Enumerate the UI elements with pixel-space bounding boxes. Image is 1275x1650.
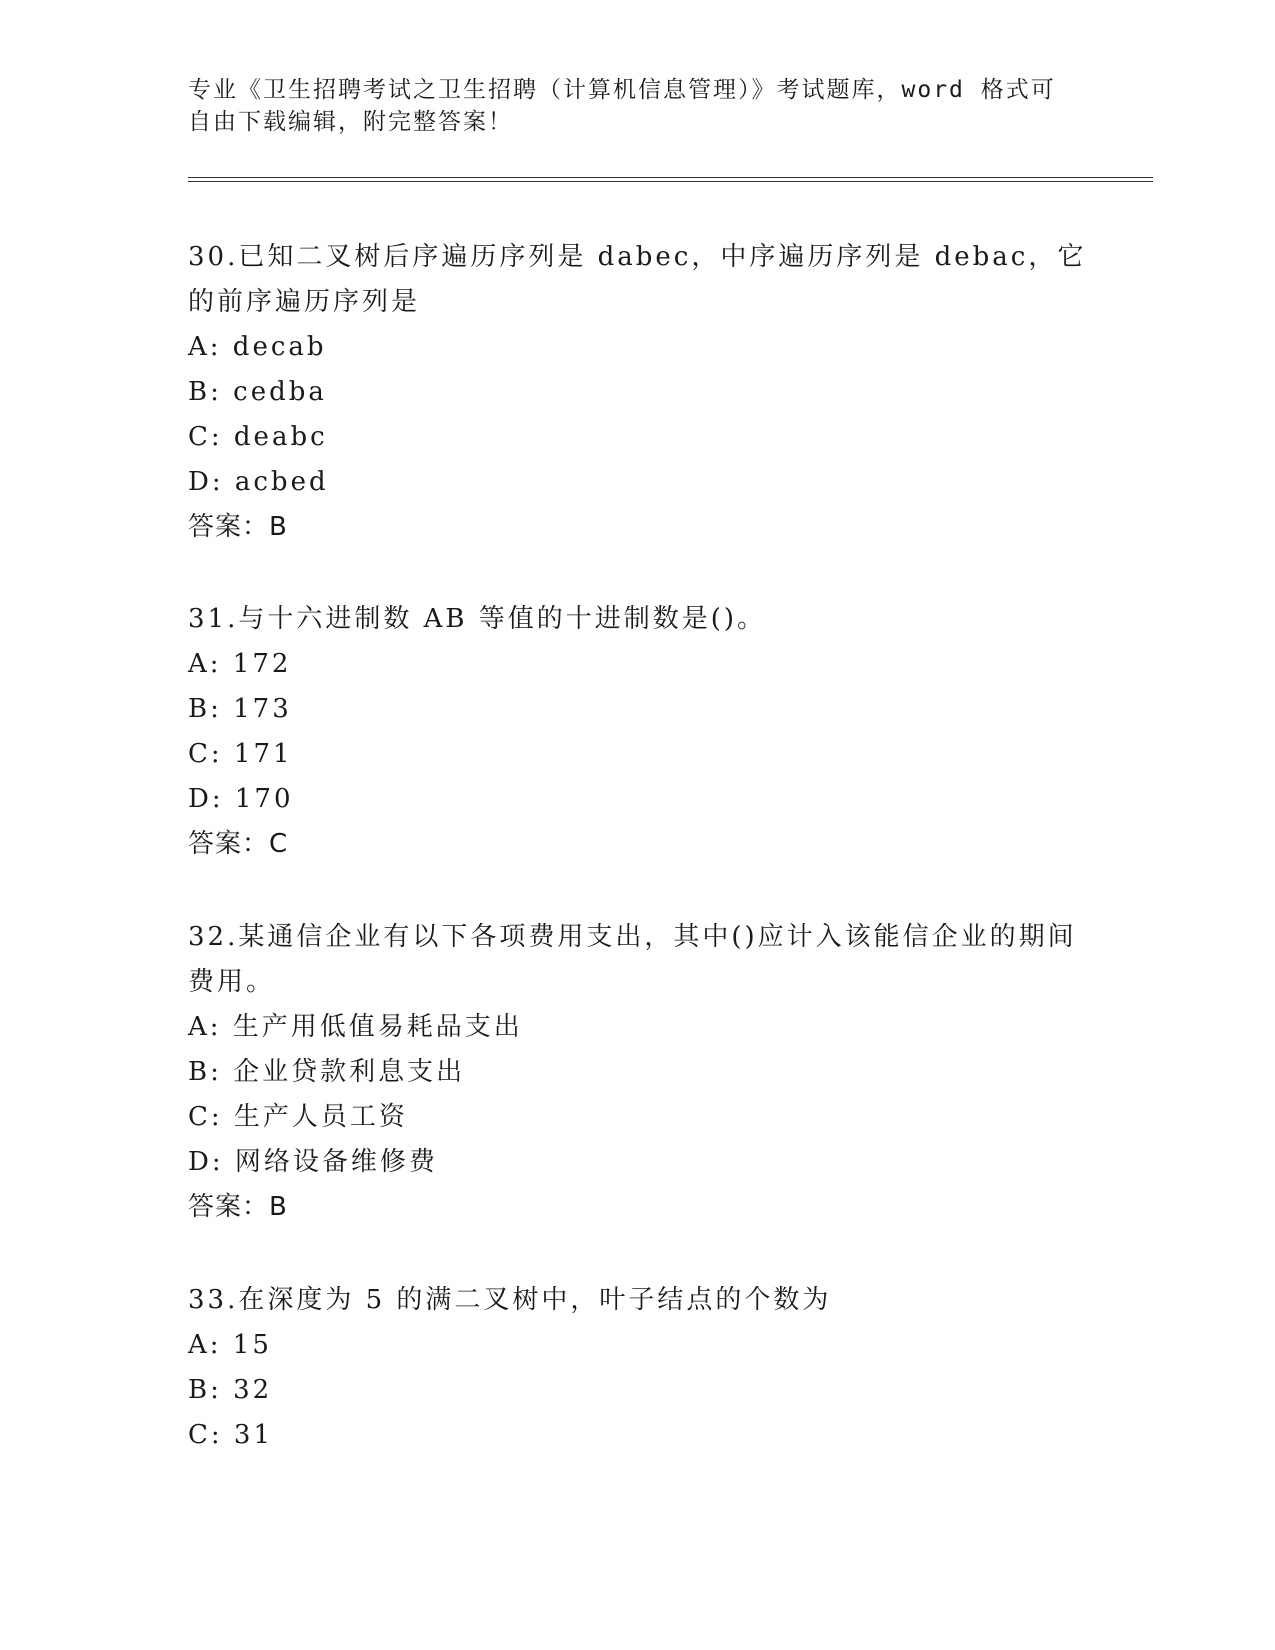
question-33 bbox=[188, 1278, 1088, 1458]
question-stem: 32.某通信企业有以下各项费用支出，其中()应计入该能信企业的期间费用。 bbox=[188, 922, 1077, 997]
header-rule-top bbox=[188, 177, 1153, 178]
option-d: D: acbed bbox=[188, 467, 329, 497]
question-31 bbox=[188, 597, 1088, 867]
option-c: C: 31 bbox=[188, 1420, 274, 1450]
option-c: C: 生产人员工资 bbox=[188, 1102, 408, 1132]
option-a: A: decab bbox=[188, 332, 327, 362]
option-c: C: deabc bbox=[188, 422, 328, 452]
option-d: D: 网络设备维修费 bbox=[188, 1147, 438, 1177]
question-stem: 31.与十六进制数 AB 等值的十进制数是()。 bbox=[188, 604, 767, 634]
option-a: A: 172 bbox=[188, 649, 292, 679]
option-b: B: 32 bbox=[188, 1375, 273, 1405]
option-a: A: 15 bbox=[188, 1330, 272, 1360]
answer: 答案：B bbox=[188, 1192, 288, 1222]
answer: 答案：B bbox=[188, 512, 288, 542]
option-b: B: 173 bbox=[188, 694, 292, 724]
question-30 bbox=[188, 235, 1088, 550]
question-stem: 30.已知二叉树后序遍历序列是 dabec，中序遍历序列是 debac，它的前序遍历序列是 bbox=[188, 242, 1087, 317]
question-stem: 33.在深度为 5 的满二叉树中，叶子结点的个数为 bbox=[188, 1285, 832, 1315]
header-rule-bottom bbox=[188, 181, 1153, 182]
option-b: B: 企业贷款利息支出 bbox=[188, 1057, 466, 1087]
option-b: B: cedba bbox=[188, 377, 327, 407]
question-32 bbox=[188, 915, 1088, 1230]
option-c: C: 171 bbox=[188, 739, 293, 769]
answer: 答案：C bbox=[188, 829, 289, 859]
option-a: A: 生产用低值易耗品支出 bbox=[188, 1012, 523, 1042]
document-header: 专业《卫生招聘考试之卫生招聘（计算机信息管理）》考试题库，word 格式可自由下载编辑，附完整答案！ bbox=[188, 77, 1056, 135]
option-d: D: 170 bbox=[188, 784, 294, 814]
